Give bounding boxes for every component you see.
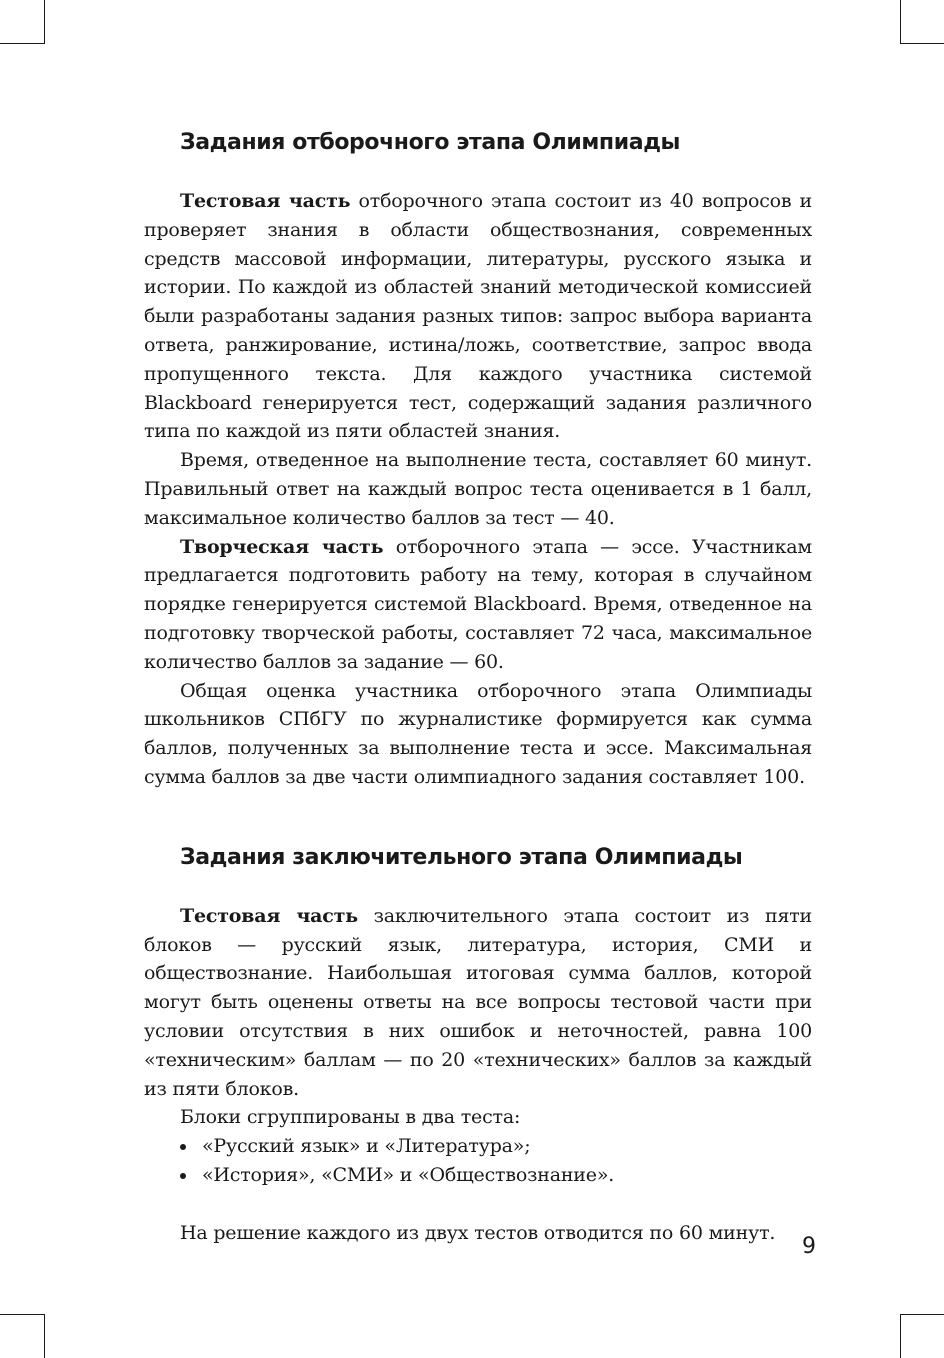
list-item-text: «Русский язык» и «Литература»; [202, 1135, 531, 1158]
page-content [144, 128, 812, 1248]
list-item-text: «История», «СМИ» и «Обществознание». [202, 1163, 615, 1186]
crop-mark [0, 1314, 44, 1315]
paragraph [144, 187, 812, 446]
crop-mark [900, 1314, 901, 1358]
list-item [144, 1132, 812, 1161]
bullet-icon [180, 1144, 186, 1150]
paragraph-text: отборочного этапа состоит из 40 вопросов и проверяет знания в области обществознания, современных средств массовой информации, литературы, русского языка и истории. По каждой из областей знаний методической комиссией были разработаны задания разных типов: запрос выбора варианта ответа, ранжирование, истина/ложь, соответствие, запрос ввода пропущенного текста. Для каждого участника системой Blackboard генерируется тест, содержащий задания различного типа по каждой из пяти областей знания. [144, 190, 813, 443]
crop-mark [900, 1314, 944, 1315]
bullet-list [144, 1132, 812, 1190]
bold-term: Творческая часть [180, 535, 384, 558]
bold-term: Тестовая часть [180, 904, 358, 927]
paragraph: Время, отведенное на выполнение теста, составляет 60 минут. Правильный ответ на каждый вопрос теста оценивается в 1 балл, максимальное количество баллов за тест — 40. [144, 449, 812, 529]
crop-mark [900, 43, 944, 44]
page-number: 9 [802, 1234, 816, 1259]
paragraph [144, 902, 812, 1104]
bullet-icon [180, 1173, 186, 1179]
crop-mark [44, 0, 45, 44]
section-heading-qualifying: Задания отборочного этапа Олимпиады [180, 130, 681, 155]
section-qualifying-body [144, 187, 812, 792]
paragraph [144, 533, 812, 677]
crop-mark [900, 0, 901, 44]
paragraph-text: заключительного этапа состоит из пяти блоков — русский язык, литература, история, СМИ и обществознание. Наибольшая итоговая сумма баллов, которой могут быть оценены ответы на все вопросы тестовой части при условии отсутствия в них ошибок и неточностей, равна 100 «техническим» баллам — по 20 «технических» баллов за каждый из пяти блоков. [144, 904, 813, 1100]
paragraph: Блоки сгруппированы в два теста: [180, 1106, 521, 1129]
crop-mark [44, 1314, 45, 1358]
paragraph: На решение каждого из двух тестов отводится по 60 минут. [180, 1221, 776, 1244]
bold-term: Тестовая часть [180, 190, 351, 212]
crop-mark [0, 43, 44, 44]
section-heading-final: Задания заключительного этапа Олимпиады [180, 844, 743, 870]
paragraph: Общая оценка участника отборочного этапа Олимпиады школьников СПбГУ по журналистике формируется как сумма баллов, полученных за выполнение теста и эссе. Максимальная сумма баллов за две части олимпиадного задания составляет 100. [144, 679, 812, 788]
paragraph-text: отборочного этапа — эссе. Участникам предлагается подготовить работу на тему, которая в случайном порядке генерируется системой Blackboard. Время, отведенное на подготовку творческой работы, составляет 72 часа, максимальное количество баллов за задание — 60. [144, 535, 812, 673]
section-final-body [144, 902, 812, 1248]
list-item [144, 1161, 812, 1190]
